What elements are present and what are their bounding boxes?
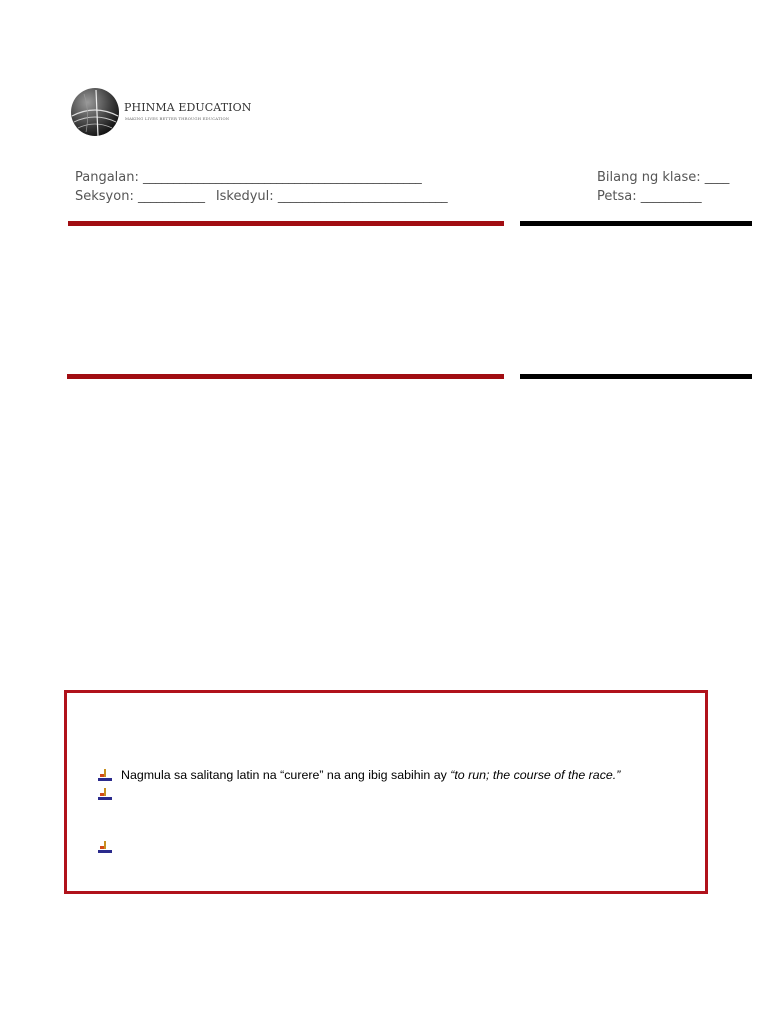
bottom-red-divider (67, 374, 504, 379)
bullet-item-emphasis: “to run; the course of the race.” (450, 768, 621, 782)
logo-globe-icon (70, 86, 120, 138)
content-box (64, 690, 708, 894)
section-schedule-field (75, 189, 447, 204)
date-field (597, 189, 701, 204)
bottom-black-divider (520, 374, 752, 379)
name-field (75, 170, 421, 185)
bullet-item-text (121, 768, 620, 782)
bullet-item-plain-text: Nagmula sa salitang latin na “curere” na ang ibig sabihin ay (121, 768, 451, 782)
pencil-bullet-icon (98, 841, 112, 853)
logo-tagline: MAKING LIVES BETTER THROUGH EDUCATION (125, 116, 230, 121)
schedule-label: Iskedyul: (215, 189, 274, 204)
section-label: Seksyon: (75, 189, 134, 204)
section-blank: ___________ (137, 189, 205, 204)
schedule-blank: ____________________________ (277, 189, 448, 204)
logo-name: PHINMA EDUCATION (124, 101, 252, 114)
pencil-bullet-icon (98, 769, 112, 781)
date-label: Petsa: (597, 189, 637, 204)
pencil-bullet-icon (98, 788, 112, 800)
top-red-divider (68, 221, 504, 226)
name-blank: ______________________________________________ (143, 170, 422, 185)
class-number-label: Bilang ng klase: (597, 170, 701, 185)
top-black-divider (520, 221, 752, 226)
class-number-blank: ____ (704, 170, 729, 185)
date-blank: __________ (640, 189, 702, 204)
name-label: Pangalan: (75, 170, 139, 185)
phinma-education-logo (70, 86, 252, 140)
class-number-field (597, 170, 729, 185)
